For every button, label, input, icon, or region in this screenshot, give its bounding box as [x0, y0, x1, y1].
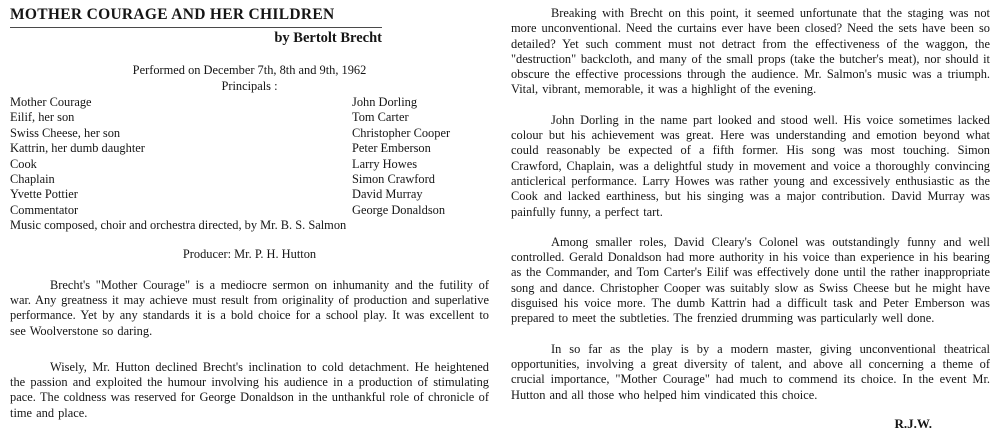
- cast-actor: John Dorling: [352, 95, 418, 109]
- music-credit: Music composed, choir and orchestra directed, by Mr. B. S. Salmon: [10, 218, 347, 233]
- left-column: [10, 6, 489, 434]
- cast-row: [10, 203, 489, 218]
- cast-role: Cook: [10, 156, 37, 171]
- cast-role: Chaplain: [10, 172, 55, 187]
- principals-heading: Principals :: [221, 79, 278, 93]
- cast-row: [10, 126, 489, 141]
- review-paragraph: In so far as the play is by a modern master, giving unconventional theatrical opportunities, involving a great diversity of talent, and above all concerning a theme of crucial importance, "Mother Courage" had much to commend its choice. In the event Mr. Hutton and all those who helped him vindicated this choice.: [511, 341, 990, 402]
- cast-role: Eilif, her son: [10, 110, 75, 125]
- cast-actor: Christopher Cooper: [352, 125, 451, 140]
- review-paragraph: Wisely, Mr. Hutton declined Brecht's inclination to cold detachment. He heightened the passion and exploited the humour involving his audience in a production of stimulating pace. The coldness was reserved for George Donaldson in the unthankful role of chronicle of time and place.: [10, 359, 489, 420]
- cast-row: [10, 141, 489, 156]
- cast-role: Kattrin, her dumb daughter: [10, 141, 145, 156]
- right-column: [511, 6, 990, 434]
- cast-row: [10, 172, 489, 187]
- cast-row: [10, 157, 489, 172]
- cast-actor: George Donaldson: [352, 202, 446, 217]
- performance-dates: Performed on December 7th, 8th and 9th, 1962: [132, 63, 367, 77]
- review-paragraph: Brecht's "Mother Courage" is a mediocre sermon on inhumanity and the futility of war. Any greatness it may achieve must result from originality of production and superlative performance. Yet by any standards it is a bold choice for a school play. It was excellent to see Woolverstone so daring.: [10, 277, 489, 338]
- author-byline: by Bertolt Brecht: [274, 30, 382, 46]
- cast-actor: Tom Carter: [352, 110, 409, 125]
- reviewer-initials: R.J.W.: [894, 415, 932, 431]
- cast-role: Swiss Cheese, her son: [10, 125, 121, 140]
- review-paragraph: John Dorling in the name part looked and stood well. His voice sometimes lacked colour but his achievement was great. Here was understanding and emotion beyond what could reasonably be expected of a fifth former. His song was most touching. Simon Crawford, Chaplain, was a delightful study in movement and voice a thoroughly convincing anticlerical performance. Larry Howes was rather young and excessively enthusiastic as the Cook and lacked earthiness, but his singing was a major contribution. David Murray was painfully funny, a perfect tart.: [511, 112, 990, 219]
- cast-role: Mother Courage: [10, 95, 92, 109]
- review-paragraph: Breaking with Brecht on this point, it seemed unfortunate that the staging was not more unconventional. Need the curtains ever have been closed? Need the sets have been so detailed? Yet such comment must not detract from the effectiveness of the waggon, the "destruction" backcloth, and many of the small props (take the butcher's meat), nor should it obscure the effective processions through the audience. Mr. Salmon's music was a triumph. Vital, vibrant, memorable, it was a highlight of the evening.: [511, 6, 990, 97]
- review-paragraph: Among smaller roles, David Cleary's Colonel was outstandingly funny and well controlled. Gerald Donaldson had more authority in his voice than experience in his bearing as the Commander, and Tom Carter's Eilif was effectively done until the rather inappropriate song and dance. Christopher Cooper was suitably slow as Swiss Cheese but he might have disguised his voice more. The dumb Kattrin had a difficult task and Peter Emberson was prepared to meet the subtleties. The frenzied drumming was particularly well done.: [511, 234, 990, 326]
- cast-role: Yvette Pottier: [10, 187, 78, 202]
- page-title: MOTHER COURAGE AND HER CHILDREN: [10, 6, 382, 28]
- cast-list: [10, 95, 489, 218]
- cast-actor: Simon Crawford: [352, 172, 435, 187]
- cast-row: [10, 110, 489, 125]
- producer-credit: Producer: Mr. P. H. Hutton: [182, 246, 317, 261]
- cast-actor: Larry Howes: [352, 156, 418, 171]
- cast-row: [10, 187, 489, 202]
- cast-actor: David Murray: [352, 187, 423, 202]
- title-block: [10, 6, 382, 47]
- cast-role: Commentator: [10, 202, 79, 217]
- cast-row: [10, 95, 489, 110]
- cast-actor: Peter Emberson: [352, 141, 431, 156]
